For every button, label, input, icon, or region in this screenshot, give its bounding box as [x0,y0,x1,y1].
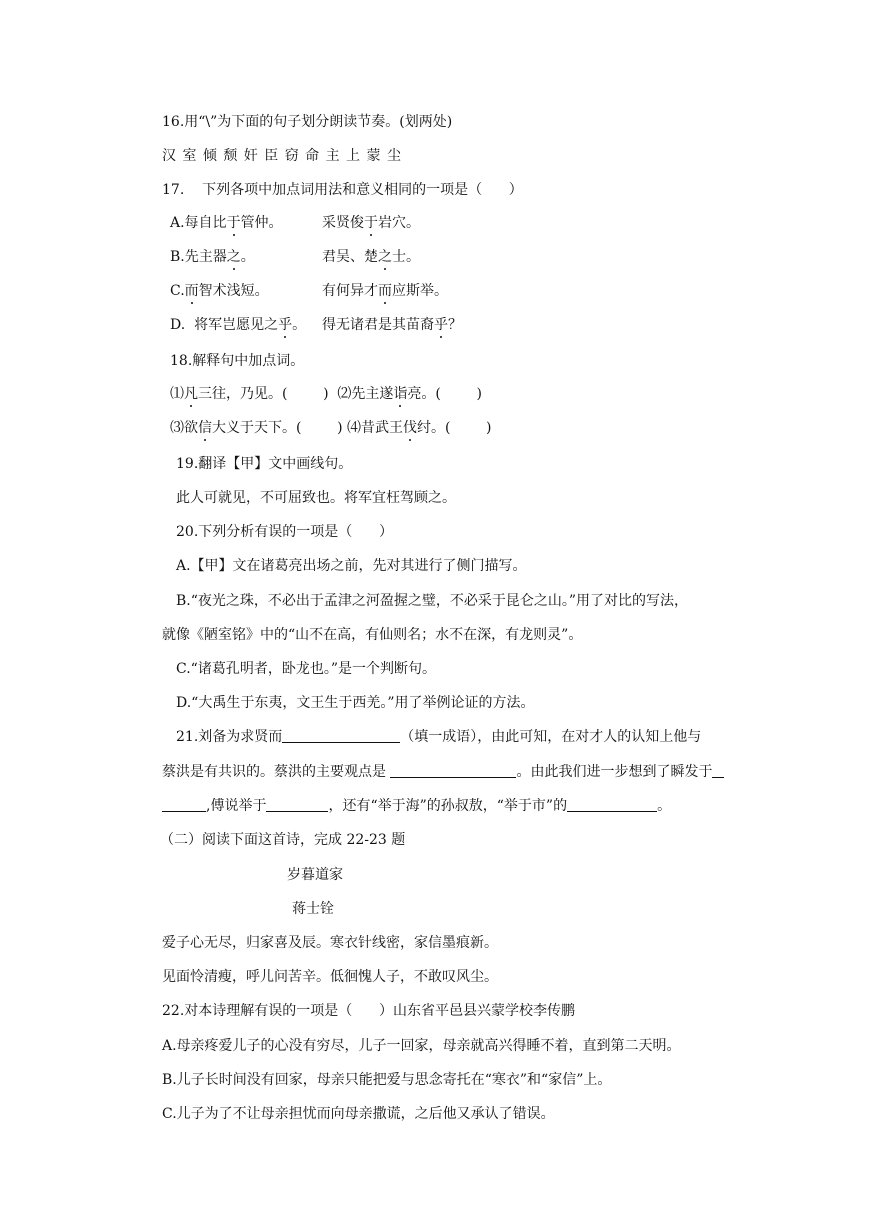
q17-option-c-right: 有何异才而应斯举。 [322,283,448,299]
question-17: 17. 下列各项中加点词用法和意义相同的一项是（ ） [162,182,523,198]
q17-option-a-left: A.每自比于管仲。 [170,215,283,231]
emphasis-dot-word: 于 [364,215,378,231]
q22-option-c: C.儿子为了不让母亲担忧而向母亲撒谎，之后他又承认了错误。 [162,1106,555,1122]
section-2-heading: （二）阅读下面这首诗，完成 22-23 题 [160,832,406,848]
question-21-line3: ,傅说举于 ，还有“举于海”的孙叔敖，“举于市”的 。 [162,797,671,815]
q20-option-b-line1: B.“夜光之珠，不必出于孟津之河盈握之璧，不必采于昆仑之山。”用了对比的写法， [176,593,689,609]
answer-blank[interactable] [712,763,724,778]
emphasis-dot-word: 凡 [184,386,198,402]
q20-option-d: D.“大禹生于东夷，文王生于西羌。”用了举例论证的方法。 [176,695,535,711]
answer-blank[interactable] [162,797,206,812]
poem-title: 岁暮道家 [287,867,343,883]
question-22: 22.对本诗理解有误的一项是（ ）山东省平邑县兴蒙学校李传鹏 [162,1003,575,1019]
answer-blank[interactable] [266,797,328,812]
emphasis-dot-word: 而 [378,283,392,299]
emphasis-dot-word: 乎 [278,317,293,333]
poem-author: 蒋士铨 [292,901,334,917]
q17-option-d-left: D. 将军岂愿见之乎。 [170,317,307,333]
q17-option-c-left: C.而智术浅短。 [170,283,269,299]
question-18: 18.解释句中加点词。 [170,353,305,369]
question-21-line1: 21.刘备为求贤而 （填一成语），由此可知，在对才人的认知上他与 [176,729,702,745]
emphasis-dot-word: 之 [226,249,241,265]
q17-option-b-left: B.先主器之。 [170,249,255,265]
q18-items-3-4: ⑶欲信大义于天下。( ) ⑷昔武王伐纣。( ) [170,420,492,436]
answer-blank[interactable] [567,797,657,812]
question-21-line2: 蔡洪是有共识的。蔡洪的主要观点是 。由此我们进一步想到了瞬发于 [162,763,724,781]
emphasis-dot-word: 之 [378,249,392,265]
q22-option-b: B.儿子长时间没有回家，母亲只能把爱与思念寄托在“寒衣”和“家信”上。 [162,1072,612,1088]
q17-option-b-right: 君吴、楚之士。 [322,249,420,265]
q22-option-a: A.母亲疼爱儿子的心没有穷尽，儿子一回家，母亲就高兴得睡不着，直到第二天明。 [162,1038,681,1054]
question-16: 16.用“\”为下面的句子划分朗读节奏。(划两处) [162,114,453,130]
emphasis-dot-word: 于 [226,215,241,231]
question-20: 20.下列分析有误的一项是（ ） [176,524,393,540]
q20-option-c: C.“诸葛孔明者，卧龙也。”是一个判断句。 [176,661,436,677]
emphasis-dot-word: 乎 [434,317,448,333]
q17-option-d-right: 得无诸君是其苗裔乎？ [322,317,462,333]
poem-line-2: 见面怜清瘦，呼儿问苦辛。低徊愧人子，不敢叹风尘。 [162,969,498,985]
answer-blank[interactable] [282,728,400,743]
q20-option-a: A.【甲】文在诸葛亮出场之前，先对其进行了侧门描写。 [176,558,527,574]
q17-option-a-right: 采贤俊于岩穴。 [322,215,420,231]
poem-line-1: 爱子心无尽，归家喜及辰。寒衣针线密，家信墨痕新。 [162,935,498,951]
emphasis-dot-word: 信 [198,420,212,436]
emphasis-dot-word: 诣 [393,386,408,402]
q20-option-b-line2: 就像《陋室铭》中的“山不在高，有仙则名；水不在深，有龙则灵”。 [162,627,583,643]
question-16-sentence: 汉 室 倾 颓 奸 臣 窃 命 主 上 蒙 尘 [162,148,402,164]
q18-items-1-2: ⑴凡三往，乃见。( ) ⑵先主遂诣亮。( ) [170,386,482,402]
emphasis-dot-word: 伐 [402,420,417,436]
answer-blank[interactable] [390,763,516,778]
question-19: 19.翻译【甲】文中画线句。 [176,456,353,472]
emphasis-dot-word: 而 [184,283,199,299]
question-19-sentence: 此人可就见，不可屈致也。将军宜枉驾顾之。 [176,490,456,506]
